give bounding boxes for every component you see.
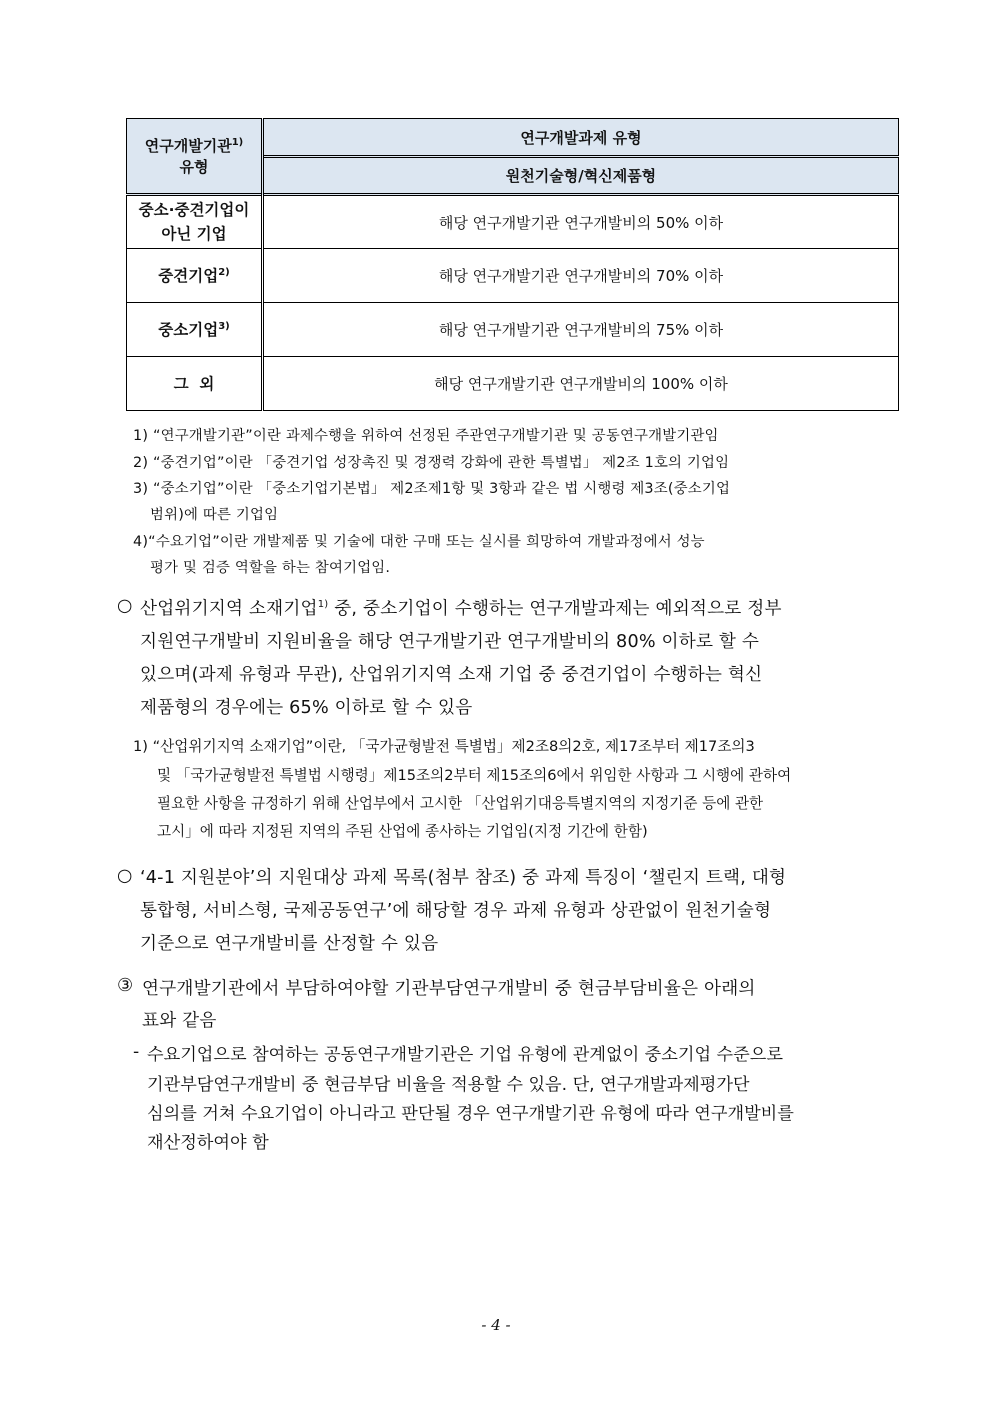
row-value: 해당 연구개발기관 연구개발비의 75% 이하 — [263, 303, 899, 357]
row-value: 해당 연구개발기관 연구개발비의 100% 이하 — [263, 357, 899, 411]
row-label-line1: 중소·중견기업이 — [138, 201, 250, 219]
table-footnote-2: 2) “중견기업”이란 「중견기업 성장촉진 및 경쟁력 강화에 관한 특별법」 제2조 1호의 기업임 — [133, 455, 730, 471]
dash1-line4: 재산정하여야 함 — [147, 1133, 269, 1153]
table-footnote-3-cont: 범위)에 따른 기업임 — [150, 507, 279, 523]
bullet1-sup: 1) — [317, 599, 329, 611]
header-project-subtype: 원천기술형/혁신제품형 — [263, 157, 899, 195]
header-org-type — [127, 119, 263, 195]
circled-number-marker: ③ — [117, 975, 134, 996]
item3-line2: 표와 같음 — [142, 1011, 217, 1031]
support-ratio-table — [126, 118, 899, 411]
row-value: 해당 연구개발기관 연구개발비의 50% 이하 — [263, 195, 899, 249]
bullet1-line1-b: 중, 중소기업이 수행하는 연구개발과제는 예외적으로 정부 — [328, 599, 782, 619]
bullet1-note-3: 필요한 사항을 규정하기 위해 산업부에서 고시한 「산업위기대응특별지역의 지정기준 등에 관한 — [157, 795, 764, 812]
row-label — [127, 249, 263, 303]
row-label-text: 그 외 — [127, 357, 263, 411]
bullet-marker: ○ — [117, 596, 133, 616]
table-footnote-4: 4)“수요기업”이란 개발제품 및 기술에 대한 구매 또는 실시를 희망하여 개발과정에서 성능 — [133, 534, 705, 550]
bullet1-line3: 있으며(과제 유형과 무관), 산업위기지역 소재 기업 중 중견기업이 수행하는 혁신 — [140, 665, 763, 685]
page-number: - 4 - — [481, 1316, 511, 1334]
row-label-sup: 3) — [218, 320, 230, 332]
bullet1-note-1: 1) “산업위기지역 소재기업”이란, 「국가균형발전 특별법」제2조8의2호, 제17조부터 제17조의3 — [133, 738, 755, 755]
dash1-line2: 기관부담연구개발비 중 현금부담 비율을 적용할 수 있음. 단, 연구개발과제평가단 — [147, 1075, 750, 1095]
bullet2-line3: 기준으로 연구개발비를 산정할 수 있음 — [140, 934, 439, 954]
bullet1-line4: 제품형의 경우에는 65% 이하로 할 수 있음 — [140, 698, 473, 718]
bullet-marker: ○ — [117, 866, 133, 886]
header-org-type-sup: 1) — [231, 137, 244, 148]
bullet1-note-4: 고시」에 따라 지정된 지역의 주된 산업에 종사하는 기업임(지정 기간에 한함) — [157, 823, 648, 840]
bullet1-line1-a: 산업위기지역 소재기업 — [140, 599, 318, 619]
header-project-type: 연구개발과제 유형 — [263, 119, 899, 157]
row-label-line2: 아닌 기업 — [161, 225, 227, 243]
row-label-text: 중견기업 — [158, 266, 219, 285]
bullet2-line1: ‘4-1 지원분야’의 지원대상 과제 목록(첨부 참조) 중 과제 특징이 ‘챌린지 트랙, 대형 — [140, 868, 787, 888]
dash-marker: - — [133, 1042, 140, 1062]
header-org-type-label: 연구개발기관 — [144, 137, 232, 155]
bullet1-note-2: 및 「국가균형발전 특별법 시행령」제15조의2부터 제15조의6에서 위임한 사항과 그 시행에 관하여 — [157, 767, 792, 784]
row-value: 해당 연구개발기관 연구개발비의 70% 이하 — [263, 249, 899, 303]
bullet2-line2: 통합형, 서비스형, 국제공동연구’에 해당할 경우 과제 유형과 상관없이 원천기술형 — [140, 901, 772, 921]
header-org-type-label-2: 유형 — [179, 158, 209, 176]
row-label-sup: 2) — [218, 266, 230, 278]
row-label — [127, 195, 263, 249]
item3-line1: 연구개발기관에서 부담하여야할 기관부담연구개발비 중 현금부담비율은 아래의 — [142, 979, 756, 999]
table-footnote-4-cont: 평가 및 검증 역할을 하는 참여기업임. — [150, 560, 391, 576]
row-label-text: 중소기업 — [158, 320, 219, 339]
row-label — [127, 303, 263, 357]
dash1-line3: 심의를 거쳐 수요기업이 아니라고 판단될 경우 연구개발기관 유형에 따라 연구개발비를 — [147, 1104, 794, 1124]
table-footnote-1: 1) “연구개발기관”이란 과제수행을 위하여 선정된 주관연구개발기관 및 공동연구개발기관임 — [133, 428, 719, 444]
dash1-line1: 수요기업으로 참여하는 공동연구개발기관은 기업 유형에 관계없이 중소기업 수준으로 — [147, 1045, 783, 1065]
table-footnote-3: 3) “중소기업”이란 「중소기업기본법」 제2조제1항 및 3항과 같은 법 시행령 제3조(중소기업 — [133, 481, 731, 497]
bullet1-line2: 지원연구개발비 지원비율을 해당 연구개발기관 연구개발비의 80% 이하로 할 수 — [140, 632, 760, 652]
bullet1-line1 — [140, 595, 782, 620]
